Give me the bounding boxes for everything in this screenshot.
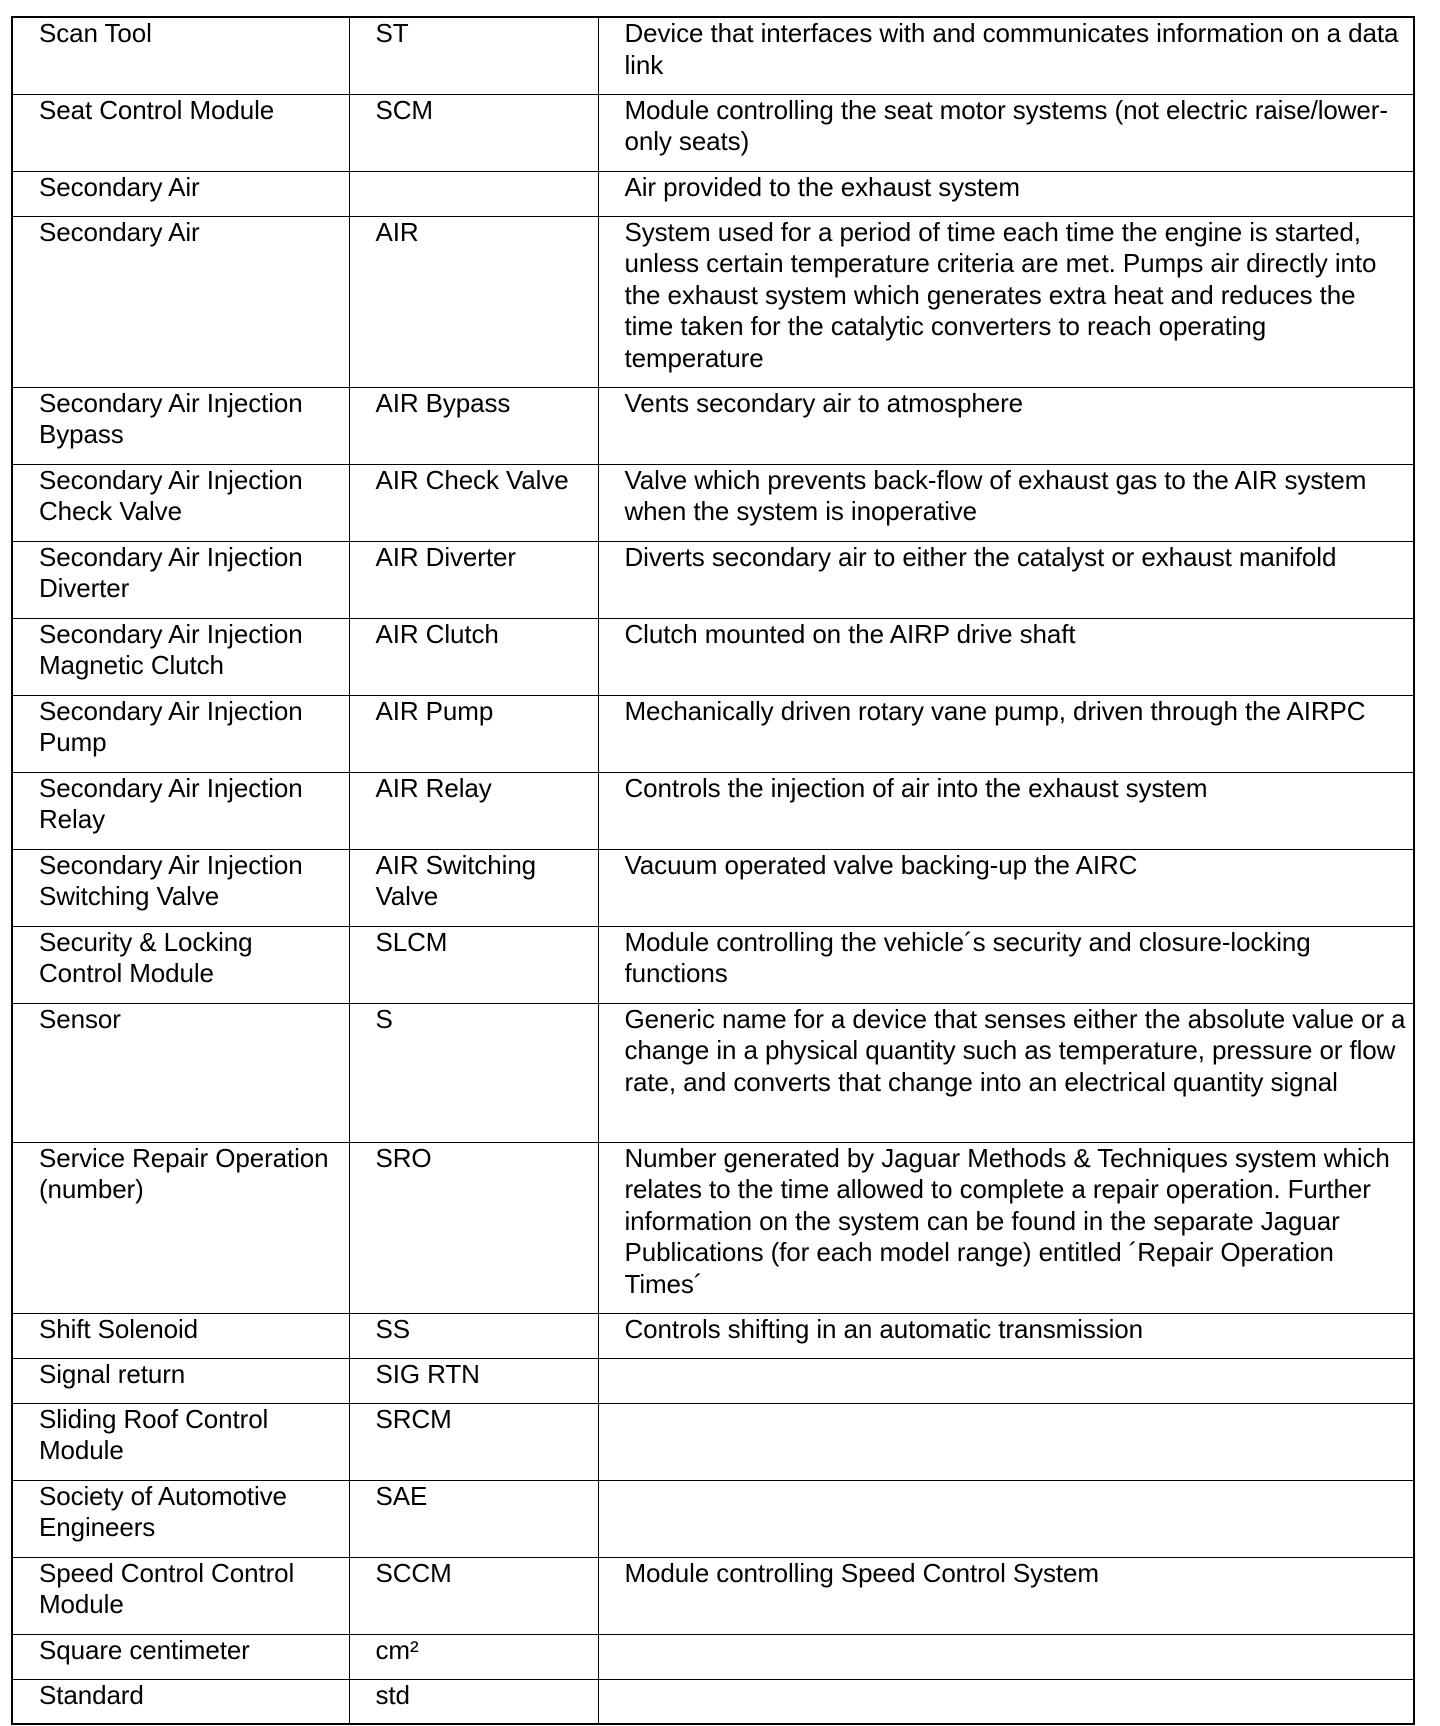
table-row xyxy=(12,171,1414,216)
description-cell xyxy=(598,1679,1414,1724)
description-cell: Generic name for a device that senses either the absolute value or a change in a physical quantity such as temperature, pressure or flow rate, and converts that change into an electrical quantity signal xyxy=(598,1003,1414,1142)
abbreviation-cell: ST xyxy=(349,17,598,94)
abbreviation-cell: std xyxy=(349,1679,598,1724)
term-cell: Sliding Roof Control Module xyxy=(12,1403,349,1480)
description-cell: System used for a period of time each time the engine is started, unless certain temperature criteria are met. Pumps air directly into the exhaust system which generates extra heat and reduces the time taken for the catalytic converters to reach operating temperature xyxy=(598,216,1414,387)
abbreviation-cell: AIR Pump xyxy=(349,695,598,772)
table-row xyxy=(12,1403,1414,1480)
table-row xyxy=(12,1003,1414,1142)
abbreviation-cell: AIR Check Valve xyxy=(349,464,598,541)
table-row xyxy=(12,1313,1414,1358)
description-cell: Valve which prevents back-flow of exhaust gas to the AIR system when the system is inoperative xyxy=(598,464,1414,541)
description-cell xyxy=(598,1358,1414,1403)
term-cell: Secondary Air Injection Relay xyxy=(12,772,349,849)
description-cell: Module controlling Speed Control System xyxy=(598,1557,1414,1634)
table-row xyxy=(12,541,1414,618)
term-cell: Secondary Air Injection Check Valve xyxy=(12,464,349,541)
glossary-table xyxy=(11,16,1415,1725)
abbreviation-cell: SIG RTN xyxy=(349,1358,598,1403)
description-cell: Controls the injection of air into the exhaust system xyxy=(598,772,1414,849)
table-row xyxy=(12,618,1414,695)
table-row xyxy=(12,926,1414,1003)
abbreviation-cell: AIR Clutch xyxy=(349,618,598,695)
abbreviation-cell: AIR Switching Valve xyxy=(349,849,598,926)
table-row xyxy=(12,772,1414,849)
table-row xyxy=(12,464,1414,541)
table-row xyxy=(12,17,1414,94)
description-cell: Air provided to the exhaust system xyxy=(598,171,1414,216)
table-row xyxy=(12,695,1414,772)
glossary-sheet xyxy=(11,16,1413,1725)
abbreviation-cell: AIR Diverter xyxy=(349,541,598,618)
abbreviation-cell xyxy=(349,171,598,216)
term-cell: Scan Tool xyxy=(12,17,349,94)
term-cell: Secondary Air Injection Pump xyxy=(12,695,349,772)
table-row xyxy=(12,1679,1414,1724)
abbreviation-cell: AIR xyxy=(349,216,598,387)
description-cell: Vacuum operated valve backing-up the AIRC xyxy=(598,849,1414,926)
description-cell: Controls shifting in an automatic transmission xyxy=(598,1313,1414,1358)
table-row xyxy=(12,216,1414,387)
term-cell: Sensor xyxy=(12,1003,349,1142)
description-cell: Module controlling the vehicle´s security and closure-locking functions xyxy=(598,926,1414,1003)
description-cell xyxy=(598,1634,1414,1679)
term-cell: Square centimeter xyxy=(12,1634,349,1679)
description-cell: Clutch mounted on the AIRP drive shaft xyxy=(598,618,1414,695)
term-cell: Secondary Air Injection Bypass xyxy=(12,387,349,464)
abbreviation-cell: SCM xyxy=(349,94,598,171)
description-cell: Diverts secondary air to either the catalyst or exhaust manifold xyxy=(598,541,1414,618)
abbreviation-cell: SS xyxy=(349,1313,598,1358)
table-row xyxy=(12,849,1414,926)
description-cell xyxy=(598,1403,1414,1480)
abbreviation-cell: AIR Bypass xyxy=(349,387,598,464)
term-cell: Standard xyxy=(12,1679,349,1724)
description-cell: Module controlling the seat motor systems (not electric raise/lower-only seats) xyxy=(598,94,1414,171)
table-row xyxy=(12,1634,1414,1679)
term-cell: Society of Automotive Engineers xyxy=(12,1480,349,1557)
table-row xyxy=(12,1142,1414,1313)
term-cell: Secondary Air Injection Diverter xyxy=(12,541,349,618)
abbreviation-cell: S xyxy=(349,1003,598,1142)
description-cell: Device that interfaces with and communicates information on a data link xyxy=(598,17,1414,94)
term-cell: Signal return xyxy=(12,1358,349,1403)
term-cell: Secondary Air Injection Magnetic Clutch xyxy=(12,618,349,695)
term-cell: Security & Locking Control Module xyxy=(12,926,349,1003)
term-cell: Secondary Air xyxy=(12,216,349,387)
abbreviation-cell: cm² xyxy=(349,1634,598,1679)
table-row xyxy=(12,94,1414,171)
description-cell: Vents secondary air to atmosphere xyxy=(598,387,1414,464)
term-cell: Secondary Air Injection Switching Valve xyxy=(12,849,349,926)
term-cell: Seat Control Module xyxy=(12,94,349,171)
abbreviation-cell: AIR Relay xyxy=(349,772,598,849)
table-row xyxy=(12,1557,1414,1634)
description-cell: Number generated by Jaguar Methods & Techniques system which relates to the time allowed to complete a repair operation. Further information on the system can be found in the separate Jaguar Publications (for each model range) entitled ´Repair Operation Times´ xyxy=(598,1142,1414,1313)
term-cell: Secondary Air xyxy=(12,171,349,216)
abbreviation-cell: SCCM xyxy=(349,1557,598,1634)
abbreviation-cell: SLCM xyxy=(349,926,598,1003)
abbreviation-cell: SRCM xyxy=(349,1403,598,1480)
term-cell: Shift Solenoid xyxy=(12,1313,349,1358)
table-row xyxy=(12,387,1414,464)
table-row xyxy=(12,1480,1414,1557)
table-row xyxy=(12,1358,1414,1403)
abbreviation-cell: SRO xyxy=(349,1142,598,1313)
abbreviation-cell: SAE xyxy=(349,1480,598,1557)
description-cell: Mechanically driven rotary vane pump, driven through the AIRPC xyxy=(598,695,1414,772)
term-cell: Speed Control Control Module xyxy=(12,1557,349,1634)
description-cell xyxy=(598,1480,1414,1557)
term-cell: Service Repair Operation (number) xyxy=(12,1142,349,1313)
